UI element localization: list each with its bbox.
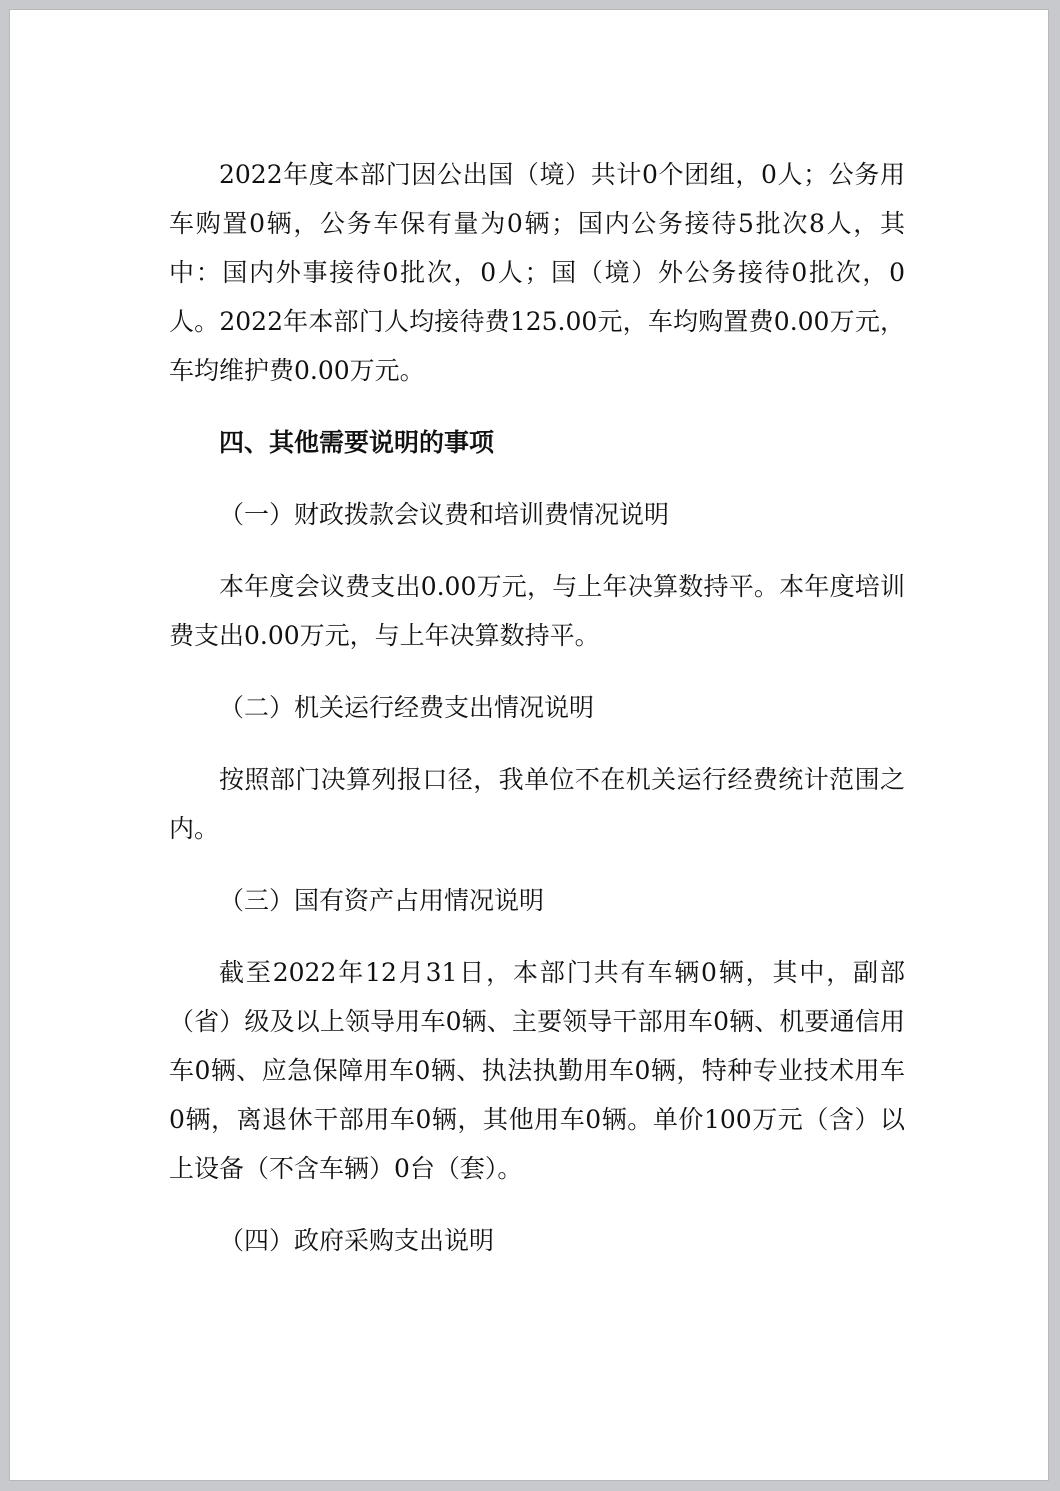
paragraph-operating-expense: 按照部门决算列报口径，我单位不在机关运行经费统计范围之内。 — [169, 765, 905, 843]
page-content — [169, 150, 905, 1265]
section-heading-other-matters: 四、其他需要说明的事项 — [219, 428, 495, 457]
subheading-state-assets: （三）国有资产占用情况说明 — [219, 886, 545, 915]
subheading-operating-expense: （二）机关运行经费支出情况说明 — [219, 693, 595, 722]
paragraph-state-assets: 截至2022年12月31日，本部门共有车辆0辆，其中，副部（省）级及以上领导用车0辆、主要领导干部用车0辆、机要通信用车0辆、应急保障用车0辆、执法执勤用车0辆，特种专业技术用车0辆，离退休干部用车0辆，其他用车0辆。单价100万元（含）以上设备（不含车辆）0台（套）。 — [169, 958, 905, 1183]
paragraph-meeting-training: 本年度会议费支出0.00万元，与上年决算数持平。本年度培训费支出0.00万元，与上年决算数持平。 — [169, 572, 905, 650]
paragraph-overseas-reception: 2022年度本部门因公出国（境）共计0个团组，0人；公务用车购置0辆，公务车保有量为0辆；国内公务接待5批次8人，其中：国内外事接待0批次，0人；国（境）外公务接待0批次，0人。2022年本部门人均接待费125.00元，车均购置费0.00万元，车均维护费0.00万元。 — [169, 160, 905, 385]
subheading-meeting-training: （一）财政拨款会议费和培训费情况说明 — [219, 500, 670, 529]
subheading-government-procurement: （四）政府采购支出说明 — [219, 1226, 495, 1255]
document-page — [9, 9, 1049, 1481]
